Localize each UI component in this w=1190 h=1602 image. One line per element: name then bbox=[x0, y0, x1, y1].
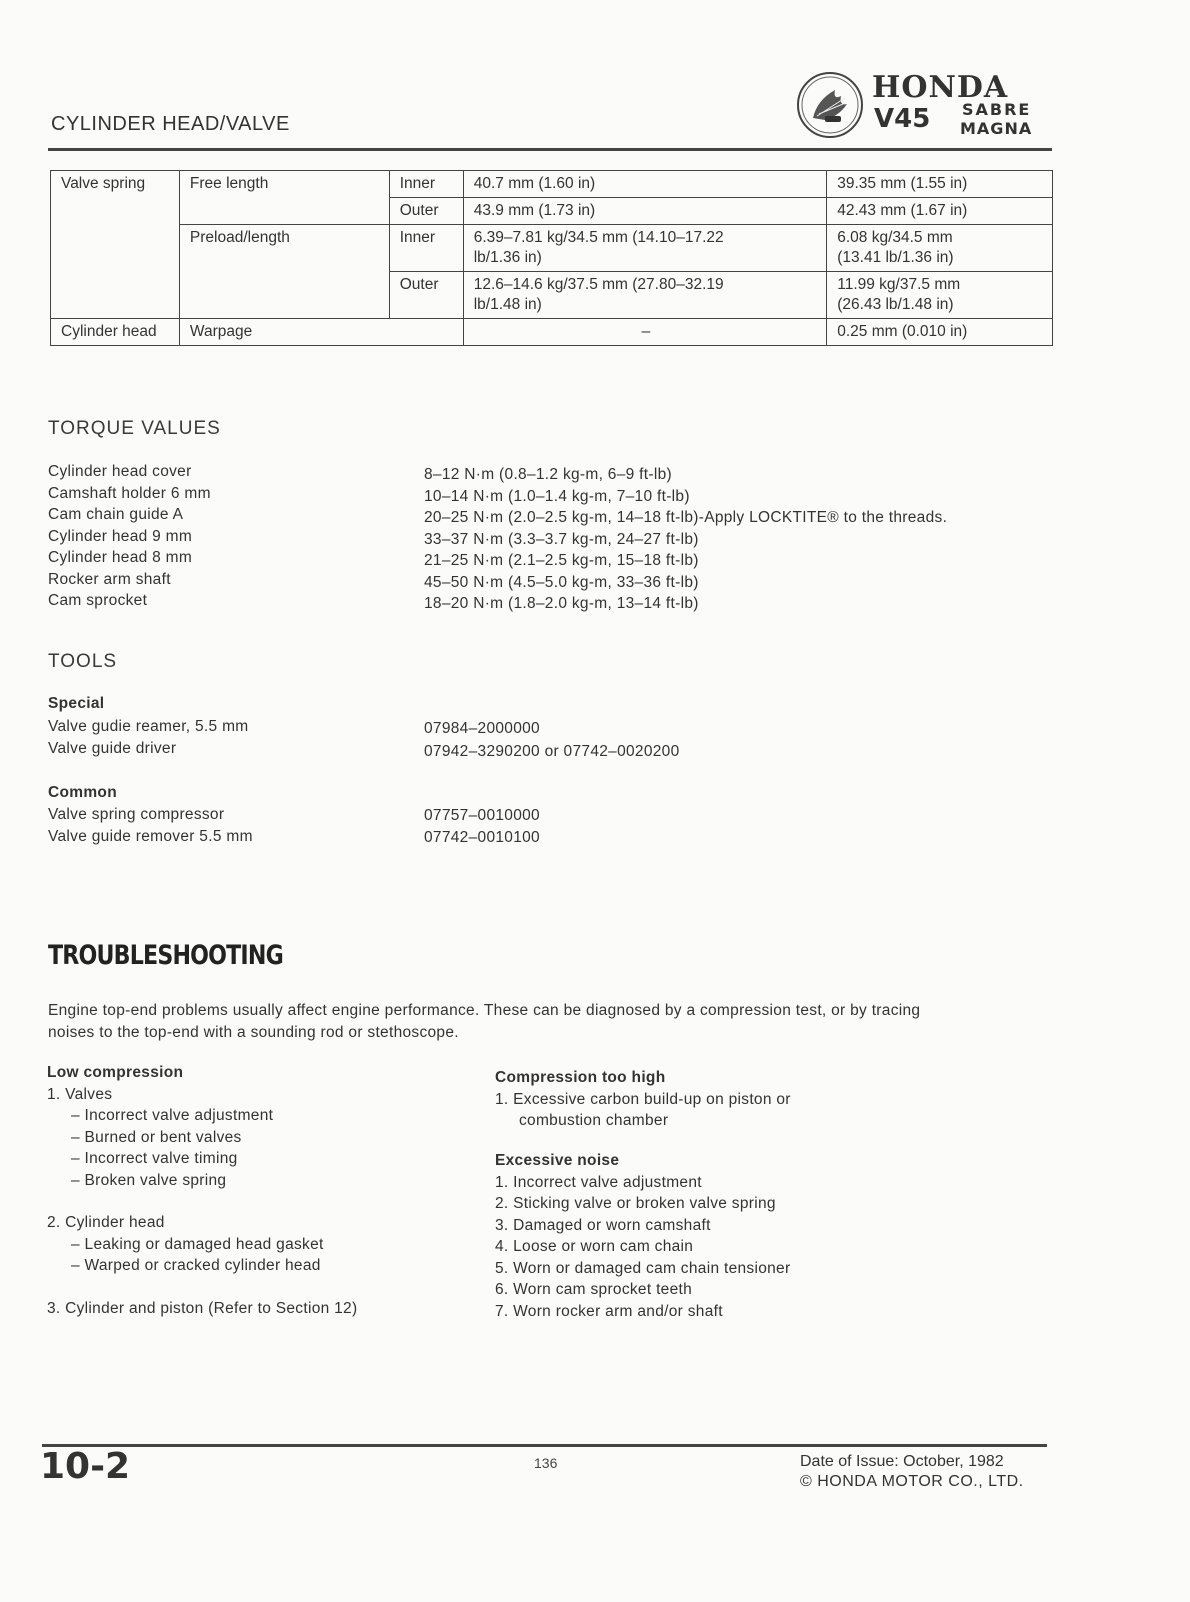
spec-standard bbox=[463, 272, 827, 319]
tool-name: Valve gudie reamer, 5.5 mm bbox=[48, 718, 249, 735]
list-item: – Warped or cracked cylinder head bbox=[71, 1257, 321, 1274]
list-item: – Leaking or damaged head gasket bbox=[71, 1235, 324, 1253]
list-item: 1. Valves bbox=[47, 1085, 113, 1103]
tools-common-label: Common bbox=[48, 784, 117, 801]
tools-special-names bbox=[48, 716, 249, 759]
spec-limit-line: 6.08 kg/34.5 mm bbox=[837, 229, 953, 246]
tool-name: Valve guide remover 5.5 mm bbox=[48, 827, 253, 845]
table-row bbox=[51, 171, 1053, 198]
troubleshooting-intro bbox=[48, 1000, 1048, 1043]
torque-title: TORQUE VALUES bbox=[48, 418, 221, 439]
spec-limit-line: 11.99 kg/37.5 mm bbox=[837, 276, 961, 293]
spec-standard-line: 12.6–14.6 kg/37.5 mm (27.80–32.19 bbox=[473, 276, 724, 293]
spec-sub bbox=[179, 198, 389, 225]
spec-item bbox=[51, 198, 180, 225]
spec-limit: 39.35 mm (1.55 in) bbox=[827, 171, 1053, 198]
spec-item: Valve spring bbox=[51, 171, 180, 198]
list-item: 2. Cylinder head bbox=[47, 1214, 165, 1231]
model-sub-sabre: SABRE bbox=[962, 100, 1032, 119]
spec-limit-line: (26.43 lb/1.48 in) bbox=[837, 296, 954, 313]
list-item: 4. Loose or worn cam chain bbox=[495, 1238, 694, 1255]
spec-item: Cylinder head bbox=[51, 319, 180, 346]
spec-standard-line: 6.39–7.81 kg/34.5 mm (14.10–17.22 bbox=[473, 229, 724, 246]
tools-common-parts bbox=[424, 805, 540, 848]
torque-value: 10–14 N·m (1.0–1.4 kg-m, 7–10 ft-lb) bbox=[424, 487, 690, 505]
tool-name: Valve guide driver bbox=[48, 739, 177, 757]
intro-line: Engine top-end problems usually affect engine performance. These can be diagnosed by a compression test, or by tracing bbox=[48, 1002, 921, 1019]
list-item: 6. Worn cam sprocket teeth bbox=[495, 1281, 693, 1298]
compression-high-block bbox=[495, 1067, 791, 1132]
spec-limit-line: (13.41 lb/1.36 in) bbox=[837, 249, 954, 266]
table-row bbox=[51, 319, 1053, 346]
spec-pos: Outer bbox=[389, 198, 463, 225]
spec-sub bbox=[179, 272, 389, 319]
list-item: 1. Incorrect valve adjustment bbox=[495, 1173, 702, 1191]
spec-limit: 42.43 mm (1.67 in) bbox=[827, 198, 1053, 225]
intro-line: noises to the top-end with a sounding rod or stethoscope. bbox=[48, 1023, 459, 1041]
model-name: V45 bbox=[874, 104, 931, 134]
list-item: 1. Excessive carbon build-up on piston or bbox=[495, 1090, 791, 1108]
spec-standard-line: lb/1.48 in) bbox=[473, 296, 542, 313]
spec-sub: Warpage bbox=[179, 319, 463, 346]
tools-common-names bbox=[48, 804, 253, 847]
list-item: – Incorrect valve timing bbox=[71, 1150, 238, 1167]
page-number: 136 bbox=[534, 1455, 558, 1471]
list-item: 5. Worn or damaged cam chain tensioner bbox=[495, 1259, 791, 1277]
tools-special-parts bbox=[424, 717, 680, 763]
spec-limit bbox=[827, 272, 1053, 319]
spec-standard-line: lb/1.36 in) bbox=[473, 249, 542, 266]
issue-date: Date of Issue: October, 1982 bbox=[800, 1453, 1004, 1470]
torque-name: Cylinder head 9 mm bbox=[48, 527, 193, 545]
torque-value: 45–50 N·m (4.5–5.0 kg-m, 33–36 ft-lb) bbox=[424, 573, 699, 591]
tools-title: TOOLS bbox=[48, 651, 118, 672]
list-item: 3. Cylinder and piston (Refer to Section 12) bbox=[47, 1299, 358, 1317]
troubleshooting-title: TROUBLESHOOTING bbox=[48, 940, 283, 971]
torque-value: 21–25 N·m (2.1–2.5 kg-m, 15–18 ft-lb) bbox=[424, 552, 699, 569]
tool-part-number: 07757–0010000 bbox=[424, 807, 540, 824]
model-sub-magna: MAGNA bbox=[960, 119, 1033, 138]
tool-name: Valve spring compressor bbox=[48, 806, 225, 823]
table-row bbox=[51, 225, 1053, 272]
table-row bbox=[51, 272, 1053, 319]
list-item: – Burned or bent valves bbox=[71, 1128, 242, 1146]
spec-pos: Outer bbox=[389, 272, 463, 319]
honda-logo bbox=[795, 70, 865, 140]
torque-name: Rocker arm shaft bbox=[48, 570, 171, 588]
torque-value: 33–37 N·m (3.3–3.7 kg-m, 24–27 ft-lb) bbox=[424, 530, 699, 548]
section-title: CYLINDER HEAD/VALVE bbox=[51, 113, 290, 135]
list-item: – Incorrect valve adjustment bbox=[71, 1107, 274, 1124]
excessive-noise-title: Excessive noise bbox=[495, 1152, 620, 1169]
spec-item bbox=[51, 272, 180, 319]
header-rule bbox=[48, 148, 1052, 151]
torque-name: Cylinder head 8 mm bbox=[48, 549, 193, 566]
torque-names bbox=[48, 461, 211, 612]
torque-name: Cylinder head cover bbox=[48, 463, 192, 480]
low-compression-title: Low compression bbox=[47, 1064, 184, 1081]
list-item: combustion chamber bbox=[519, 1112, 669, 1129]
spec-pos: Inner bbox=[389, 225, 463, 272]
torque-name: Cam chain guide A bbox=[48, 506, 184, 523]
spec-table bbox=[50, 170, 1053, 346]
table-row bbox=[51, 198, 1053, 225]
list-item: 2. Sticking valve or broken valve spring bbox=[495, 1195, 776, 1212]
brand-name: HONDA bbox=[872, 70, 1009, 105]
spec-pos: Inner bbox=[389, 171, 463, 198]
list-item: – Broken valve spring bbox=[71, 1171, 227, 1189]
tool-part-number: 07984–2000000 bbox=[424, 720, 540, 737]
torque-value: 8–12 N·m (0.8–1.2 kg-m, 6–9 ft-lb) bbox=[424, 466, 672, 483]
spec-limit: 0.25 mm (0.010 in) bbox=[827, 319, 1053, 346]
tool-part-number: 07942–3290200 or 07742–0020200 bbox=[424, 743, 680, 760]
torque-values bbox=[424, 464, 947, 615]
spec-standard: 43.9 mm (1.73 in) bbox=[463, 198, 827, 225]
excessive-noise-block bbox=[495, 1150, 790, 1322]
spec-sub: Free length bbox=[179, 171, 389, 198]
spec-standard: – bbox=[463, 319, 827, 346]
spec-standard bbox=[463, 225, 827, 272]
footer-rule bbox=[42, 1444, 1047, 1447]
copyright: © HONDA MOTOR CO., LTD. bbox=[800, 1473, 1024, 1490]
list-item: 3. Damaged or worn camshaft bbox=[495, 1216, 711, 1234]
spec-limit bbox=[827, 225, 1053, 272]
torque-value: 20–25 N·m (2.0–2.5 kg-m, 14–18 ft-lb)-Apply LOCKTITE® to the threads. bbox=[424, 509, 948, 526]
torque-value: 18–20 N·m (1.8–2.0 kg-m, 13–14 ft-lb) bbox=[424, 595, 699, 612]
list-item: 7. Worn rocker arm and/or shaft bbox=[495, 1302, 723, 1320]
spec-standard: 40.7 mm (1.60 in) bbox=[463, 171, 827, 198]
spec-sub: Preload/length bbox=[179, 225, 389, 272]
tools-special-label: Special bbox=[48, 695, 105, 712]
torque-name: Camshaft holder 6 mm bbox=[48, 484, 211, 502]
torque-name: Cam sprocket bbox=[48, 592, 148, 609]
tool-part-number: 07742–0010100 bbox=[424, 828, 540, 846]
low-compression-block bbox=[47, 1062, 357, 1319]
spec-item bbox=[51, 225, 180, 272]
compression-high-title: Compression too high bbox=[495, 1069, 666, 1086]
page-code: 10-2 bbox=[40, 1446, 131, 1487]
